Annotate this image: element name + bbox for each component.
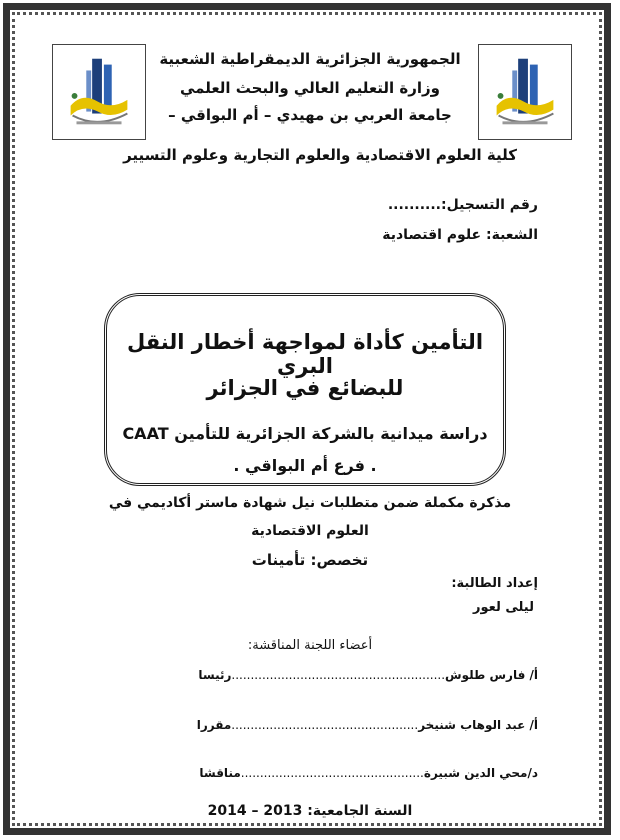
specialty: تخصص: تأمينات bbox=[251, 551, 369, 569]
university-logo-icon bbox=[478, 44, 572, 140]
memo-description: مذكرة مكملة ضمن متطلبات نيل شهادة ماستر أكاديمي في العلوم الاقتصادية bbox=[108, 495, 512, 539]
committee-title: أعضاء اللجنة المناقشة: bbox=[247, 638, 373, 653]
member-dots: ................................................. bbox=[231, 718, 419, 732]
republic-name: الجمهورية الجزائرية الديمقراطية الشعبية bbox=[159, 50, 461, 68]
prepared-by-label: إعداد الطالبة: bbox=[451, 576, 538, 591]
committee-member bbox=[198, 668, 538, 682]
member-role: رئيسا bbox=[198, 668, 232, 682]
thesis-title-line-1: التأمين كأداة لمواجهة أخطار النقل البري bbox=[126, 330, 484, 378]
member-role: مقررا bbox=[196, 718, 232, 732]
member-dots: ........................................................ bbox=[231, 668, 446, 682]
committee-member bbox=[199, 766, 538, 780]
academic-year: السنة الجامعية: 2013 – 2014 bbox=[207, 803, 413, 819]
member-role: مناقشا bbox=[199, 766, 241, 780]
member-name: أ/ عبد الوهاب شنيخر bbox=[418, 718, 538, 732]
member-name: أ/ فارس طلوش bbox=[445, 668, 538, 682]
ministry-name: وزارة التعليم العالي والبحث العلمي bbox=[179, 79, 441, 97]
member-dots: ................................................ bbox=[240, 766, 424, 780]
member-name: د/محي الدين شبيرة bbox=[423, 766, 538, 780]
faculty-name: كلية العلوم الاقتصادية والعلوم التجارية وعلوم التسيير bbox=[123, 146, 517, 164]
university-name: جامعة العربي بن مهيدي – أم البواقي – bbox=[168, 106, 452, 124]
thesis-subtitle-line-1: دراسة ميدانية بالشركة الجزائرية للتأمين CAAT bbox=[122, 424, 488, 443]
thesis-title-line-2: للبضائع في الجزائر bbox=[206, 376, 404, 400]
branch-field: الشعبة: علوم اقتصادية bbox=[382, 227, 538, 243]
student-name: ليلى لعور bbox=[472, 600, 534, 615]
thesis-subtitle-line-2: . فرع أم البواقي . bbox=[233, 456, 377, 475]
title-box bbox=[104, 293, 506, 486]
committee-member bbox=[197, 718, 538, 732]
registration-number: رقم التسجيل:.......... bbox=[387, 197, 538, 213]
